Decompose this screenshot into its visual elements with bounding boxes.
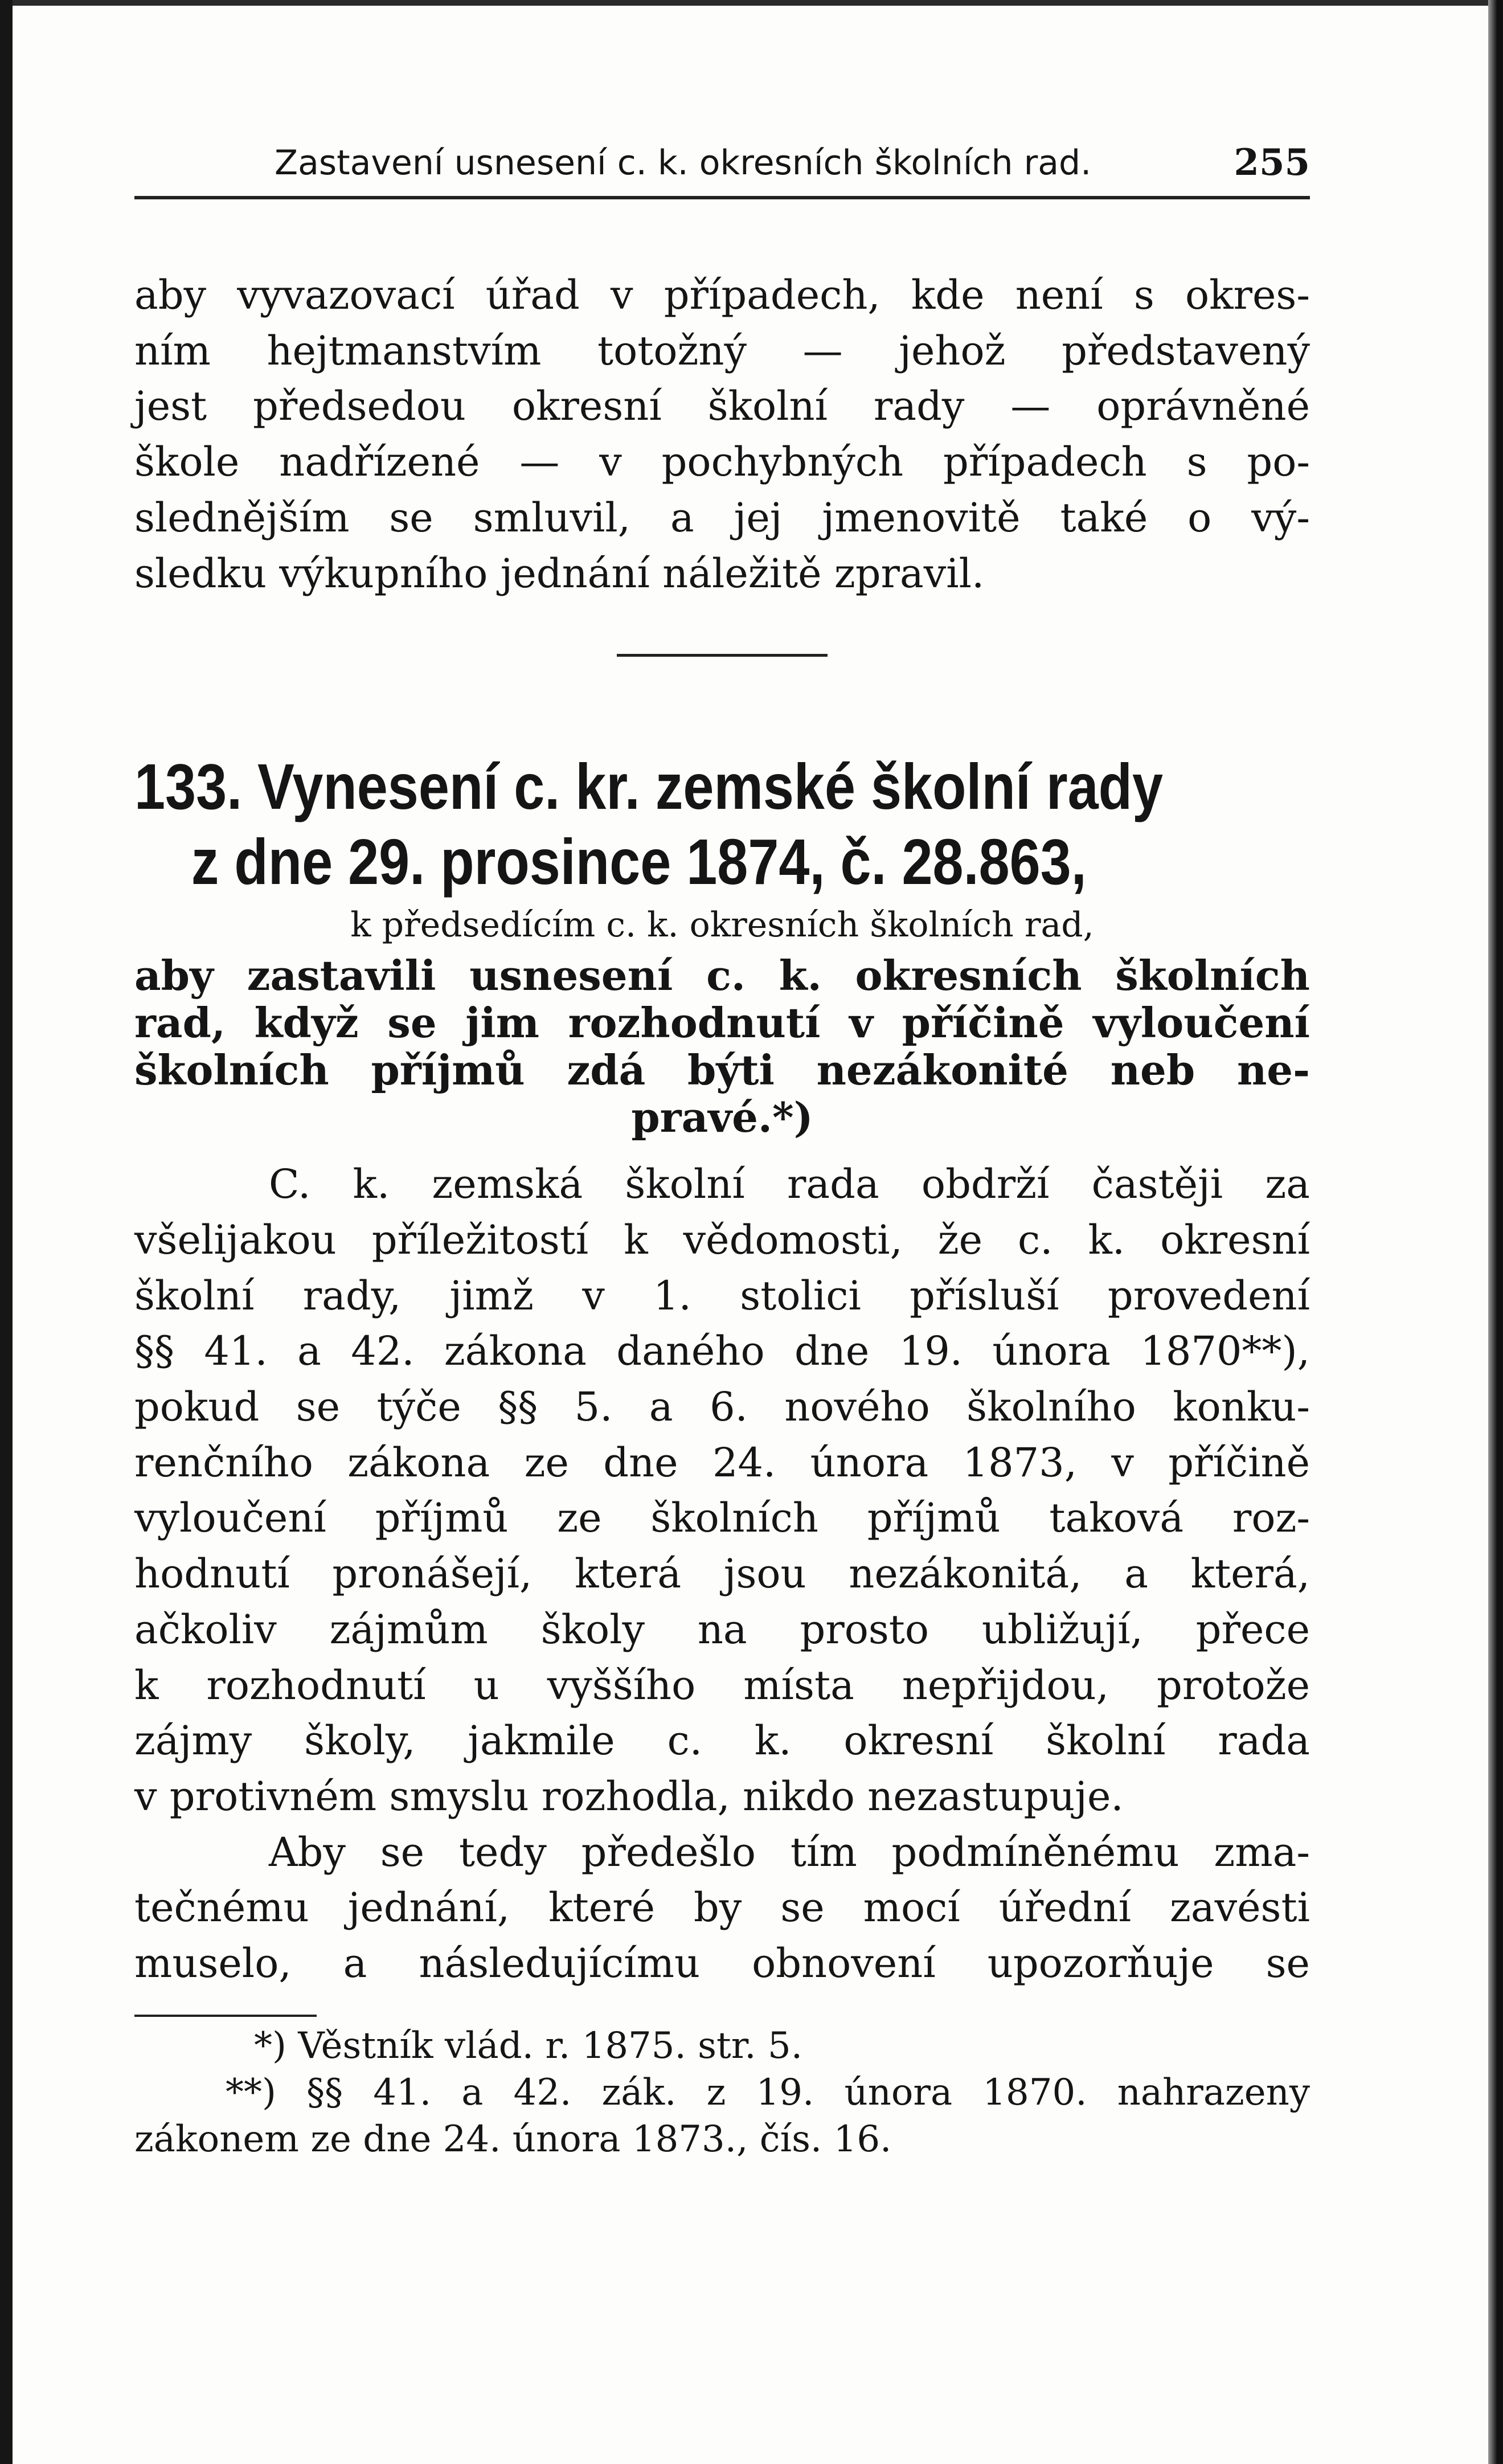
- text-line: pokud se týče §§ 5. a 6. nového školního konku-: [134, 1384, 1310, 1431]
- page-header: [134, 137, 1310, 196]
- text-line: tečnému jednání, které by se mocí úřední zavésti: [134, 1884, 1310, 1931]
- scan-edge-top: [0, 0, 1503, 6]
- text-line: aby vyvazovací úřad v případech, kde není s okres-: [134, 272, 1310, 318]
- text-line: všelijakou příležitostí k vědomosti, že c. k. okresní: [134, 1216, 1310, 1263]
- subtitle-line: rad, když se jim rozhodnutí v příčině vyloučení: [134, 998, 1310, 1047]
- text-line: k rozhodnutí u vyššího místa nepřijdou, protože: [134, 1661, 1310, 1709]
- text-line: slednějším se smluvil, a jej jmenovitě také o vý-: [134, 494, 1310, 541]
- book-page: [134, 137, 1310, 2163]
- text-line: jest předsedou okresní školní rady — oprávněné: [134, 383, 1310, 430]
- body-paragraph-1: [134, 1157, 1310, 1824]
- text-line: vyloučení příjmů ze školních příjmů taková roz-: [134, 1495, 1310, 1542]
- subtitle-line: aby zastavili usnesení c. k. okresních školních: [134, 951, 1310, 1000]
- text-line: C. k. zemská školní rada obdrží častěji za: [269, 1161, 1310, 1208]
- text-line: §§ 41. a 42. zákona daného dne 19. února 1870**),: [134, 1328, 1310, 1375]
- addressee-line: k předsedícím c. k. okresních školních rad,: [350, 905, 1094, 946]
- text-line: hodnutí pronášejí, která jsou nezákonitá, a která,: [134, 1550, 1310, 1598]
- running-title: Zastavení usnesení c. k. okresních školních rad.: [275, 143, 1092, 183]
- text-line: škole nadřízené — v pochybných případech s po-: [134, 439, 1310, 486]
- footnote-rule: [134, 2015, 317, 2017]
- text-line: renčního zákona ze dne 24. února 1873, v příčině: [134, 1439, 1310, 1486]
- section-subtitle: [134, 952, 1310, 1141]
- footnote-2-line-1: **) §§ 41. a 42. zák. z 19. února 1870. nahrazeny: [226, 2071, 1310, 2114]
- section-heading: [134, 749, 1310, 899]
- text-line: sledku výkupního jednání náležitě zpravil.: [134, 550, 985, 597]
- scan-edge-right: [1488, 0, 1503, 2464]
- heading-line: z dne 29. prosince 1874, č. 28.863,: [191, 826, 1087, 898]
- subtitle-line: školních příjmů zdá býti nezákonité neb ne-: [134, 1046, 1310, 1095]
- section-separator: [617, 654, 828, 657]
- text-line: zájmy školy, jakmile c. k. okresní školní rada: [134, 1717, 1310, 1765]
- text-line: školní rady, jimž v 1. stolici přísluší provedení: [134, 1272, 1310, 1319]
- text-line: ním hejtmanstvím totožný — jehož představený: [134, 327, 1310, 374]
- text-line: ačkoliv zájmům školy na prosto ubližují, přece: [134, 1606, 1310, 1653]
- footnotes: [134, 2023, 1310, 2163]
- heading-line: 133. Vynesení c. kr. zemské školní rady: [134, 751, 1164, 823]
- subtitle-line: pravé.*): [631, 1093, 813, 1142]
- text-line: v protivném smyslu rozhodla, nikdo nezastupuje.: [134, 1773, 1124, 1820]
- body-paragraph-2: [134, 1825, 1310, 1992]
- text-line: Aby se tedy předešlo tím podmíněnému zma-: [269, 1828, 1310, 1876]
- text-line: muselo, a následujícímu obnovení upozorňuje se: [134, 1940, 1310, 1987]
- intro-paragraph: [134, 268, 1310, 601]
- footnote-1: *) Věstník vlád. r. 1875. str. 5.: [254, 2024, 803, 2067]
- scan-edge-left: [0, 0, 13, 2464]
- header-rule: [134, 196, 1310, 199]
- footnote-2-line-2: zákonem ze dne 24. února 1873., čís. 16.: [134, 2118, 892, 2160]
- page-number: 255: [1234, 141, 1310, 184]
